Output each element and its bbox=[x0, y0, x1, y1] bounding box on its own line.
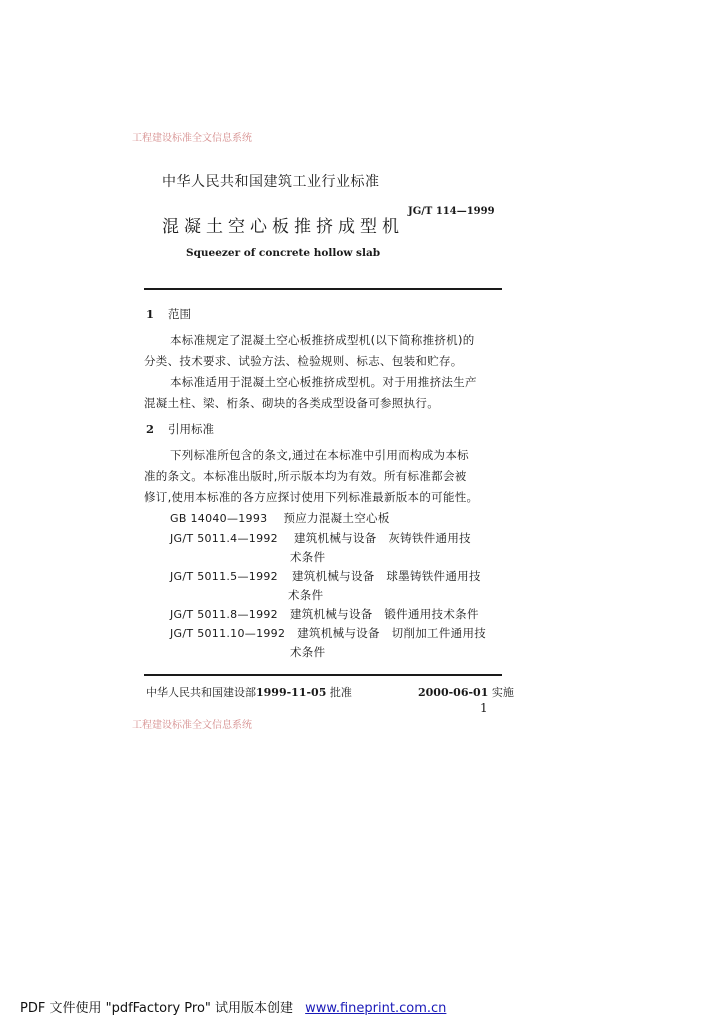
effective-line bbox=[418, 684, 514, 700]
approval-line bbox=[146, 684, 352, 700]
reference-continuation: 术条件 bbox=[290, 550, 326, 564]
watermark-top: 工程建设标准全文信息系统 bbox=[132, 133, 252, 144]
reference-title: 建筑机械与设备 切削加工件通用技 bbox=[297, 626, 487, 640]
effective-suffix: 实施 bbox=[491, 686, 514, 699]
reference-code: JG/T 5011.4—1992 bbox=[170, 532, 278, 545]
paragraph-line: 本标准适用于混凝土空心板推挤成型机。对于用推挤法生产 bbox=[170, 375, 477, 389]
reference-title: 预应力混凝土空心板 bbox=[283, 511, 390, 525]
approval-suffix: 批准 bbox=[329, 686, 352, 699]
footer-rule bbox=[144, 674, 502, 676]
standard-code: JG/T 114—1999 bbox=[408, 206, 495, 217]
reference-continuation: 术条件 bbox=[290, 645, 326, 659]
section-title: 引用标准 bbox=[168, 422, 215, 436]
paragraph-line: 本标准规定了混凝土空心板推挤成型机(以下简称推挤机)的 bbox=[170, 333, 475, 347]
reference-title: 建筑机械与设备 锻件通用技术条件 bbox=[289, 607, 479, 621]
reference-title: 建筑机械与设备 球墨铸铁件通用技 bbox=[291, 569, 481, 583]
pdf-creator-text: PDF 文件使用 "pdfFactory Pro" 试用版本创建 bbox=[20, 1001, 294, 1016]
section-heading-1 bbox=[146, 306, 191, 322]
paragraph-line: 混凝土柱、梁、桁条、砌块的各类成型设备可参照执行。 bbox=[144, 396, 439, 410]
reference-code: GB 14040—1993 bbox=[170, 512, 268, 525]
approval-authority: 中华人民共和国建设部 bbox=[146, 686, 256, 699]
reference-code: JG/T 5011.5—1992 bbox=[170, 570, 278, 583]
watermark-bottom: 工程建设标准全文信息系统 bbox=[132, 720, 252, 731]
paragraph-line: 准的条文。本标准出版时,所示版本均为有效。所有标准都会被 bbox=[144, 469, 467, 483]
issuer-heading: 中华人民共和国建筑工业行业标准 bbox=[162, 174, 380, 190]
reference-code: JG/T 5011.8—1992 bbox=[170, 608, 278, 621]
reference-continuation: 术条件 bbox=[288, 588, 324, 602]
reference-item bbox=[170, 606, 479, 622]
section-title: 范围 bbox=[168, 307, 192, 321]
reference-item bbox=[170, 510, 390, 526]
section-number: 1 bbox=[146, 307, 155, 321]
paragraph-line: 修订,使用本标准的各方应探讨使用下列标准最新版本的可能性。 bbox=[144, 490, 479, 504]
approval-date: 1999-11-05 bbox=[256, 686, 327, 699]
reference-title: 建筑机械与设备 灰铸铁件通用技 bbox=[293, 531, 471, 545]
page-number: 1 bbox=[480, 701, 488, 715]
reference-item bbox=[170, 530, 471, 546]
reference-item bbox=[170, 625, 486, 641]
pdf-creator-notice bbox=[20, 997, 446, 1016]
reference-code: JG/T 5011.10—1992 bbox=[170, 627, 286, 640]
section-heading-2 bbox=[146, 421, 214, 437]
document-title: 混凝土空心板推挤成型机 bbox=[162, 217, 404, 237]
reference-item bbox=[170, 568, 481, 584]
paragraph-line: 下列标准所包含的条文,通过在本标准中引用而构成为本标 bbox=[170, 448, 469, 462]
paragraph-line: 分类、技术要求、试验方法、检验规则、标志、包装和贮存。 bbox=[144, 354, 463, 368]
section-number: 2 bbox=[146, 422, 155, 436]
fineprint-link[interactable]: www.fineprint.com.cn bbox=[305, 1001, 447, 1016]
english-title: Squeezer of concrete hollow slab bbox=[186, 247, 381, 259]
header-rule bbox=[144, 288, 502, 290]
effective-date: 2000-06-01 bbox=[418, 686, 489, 699]
